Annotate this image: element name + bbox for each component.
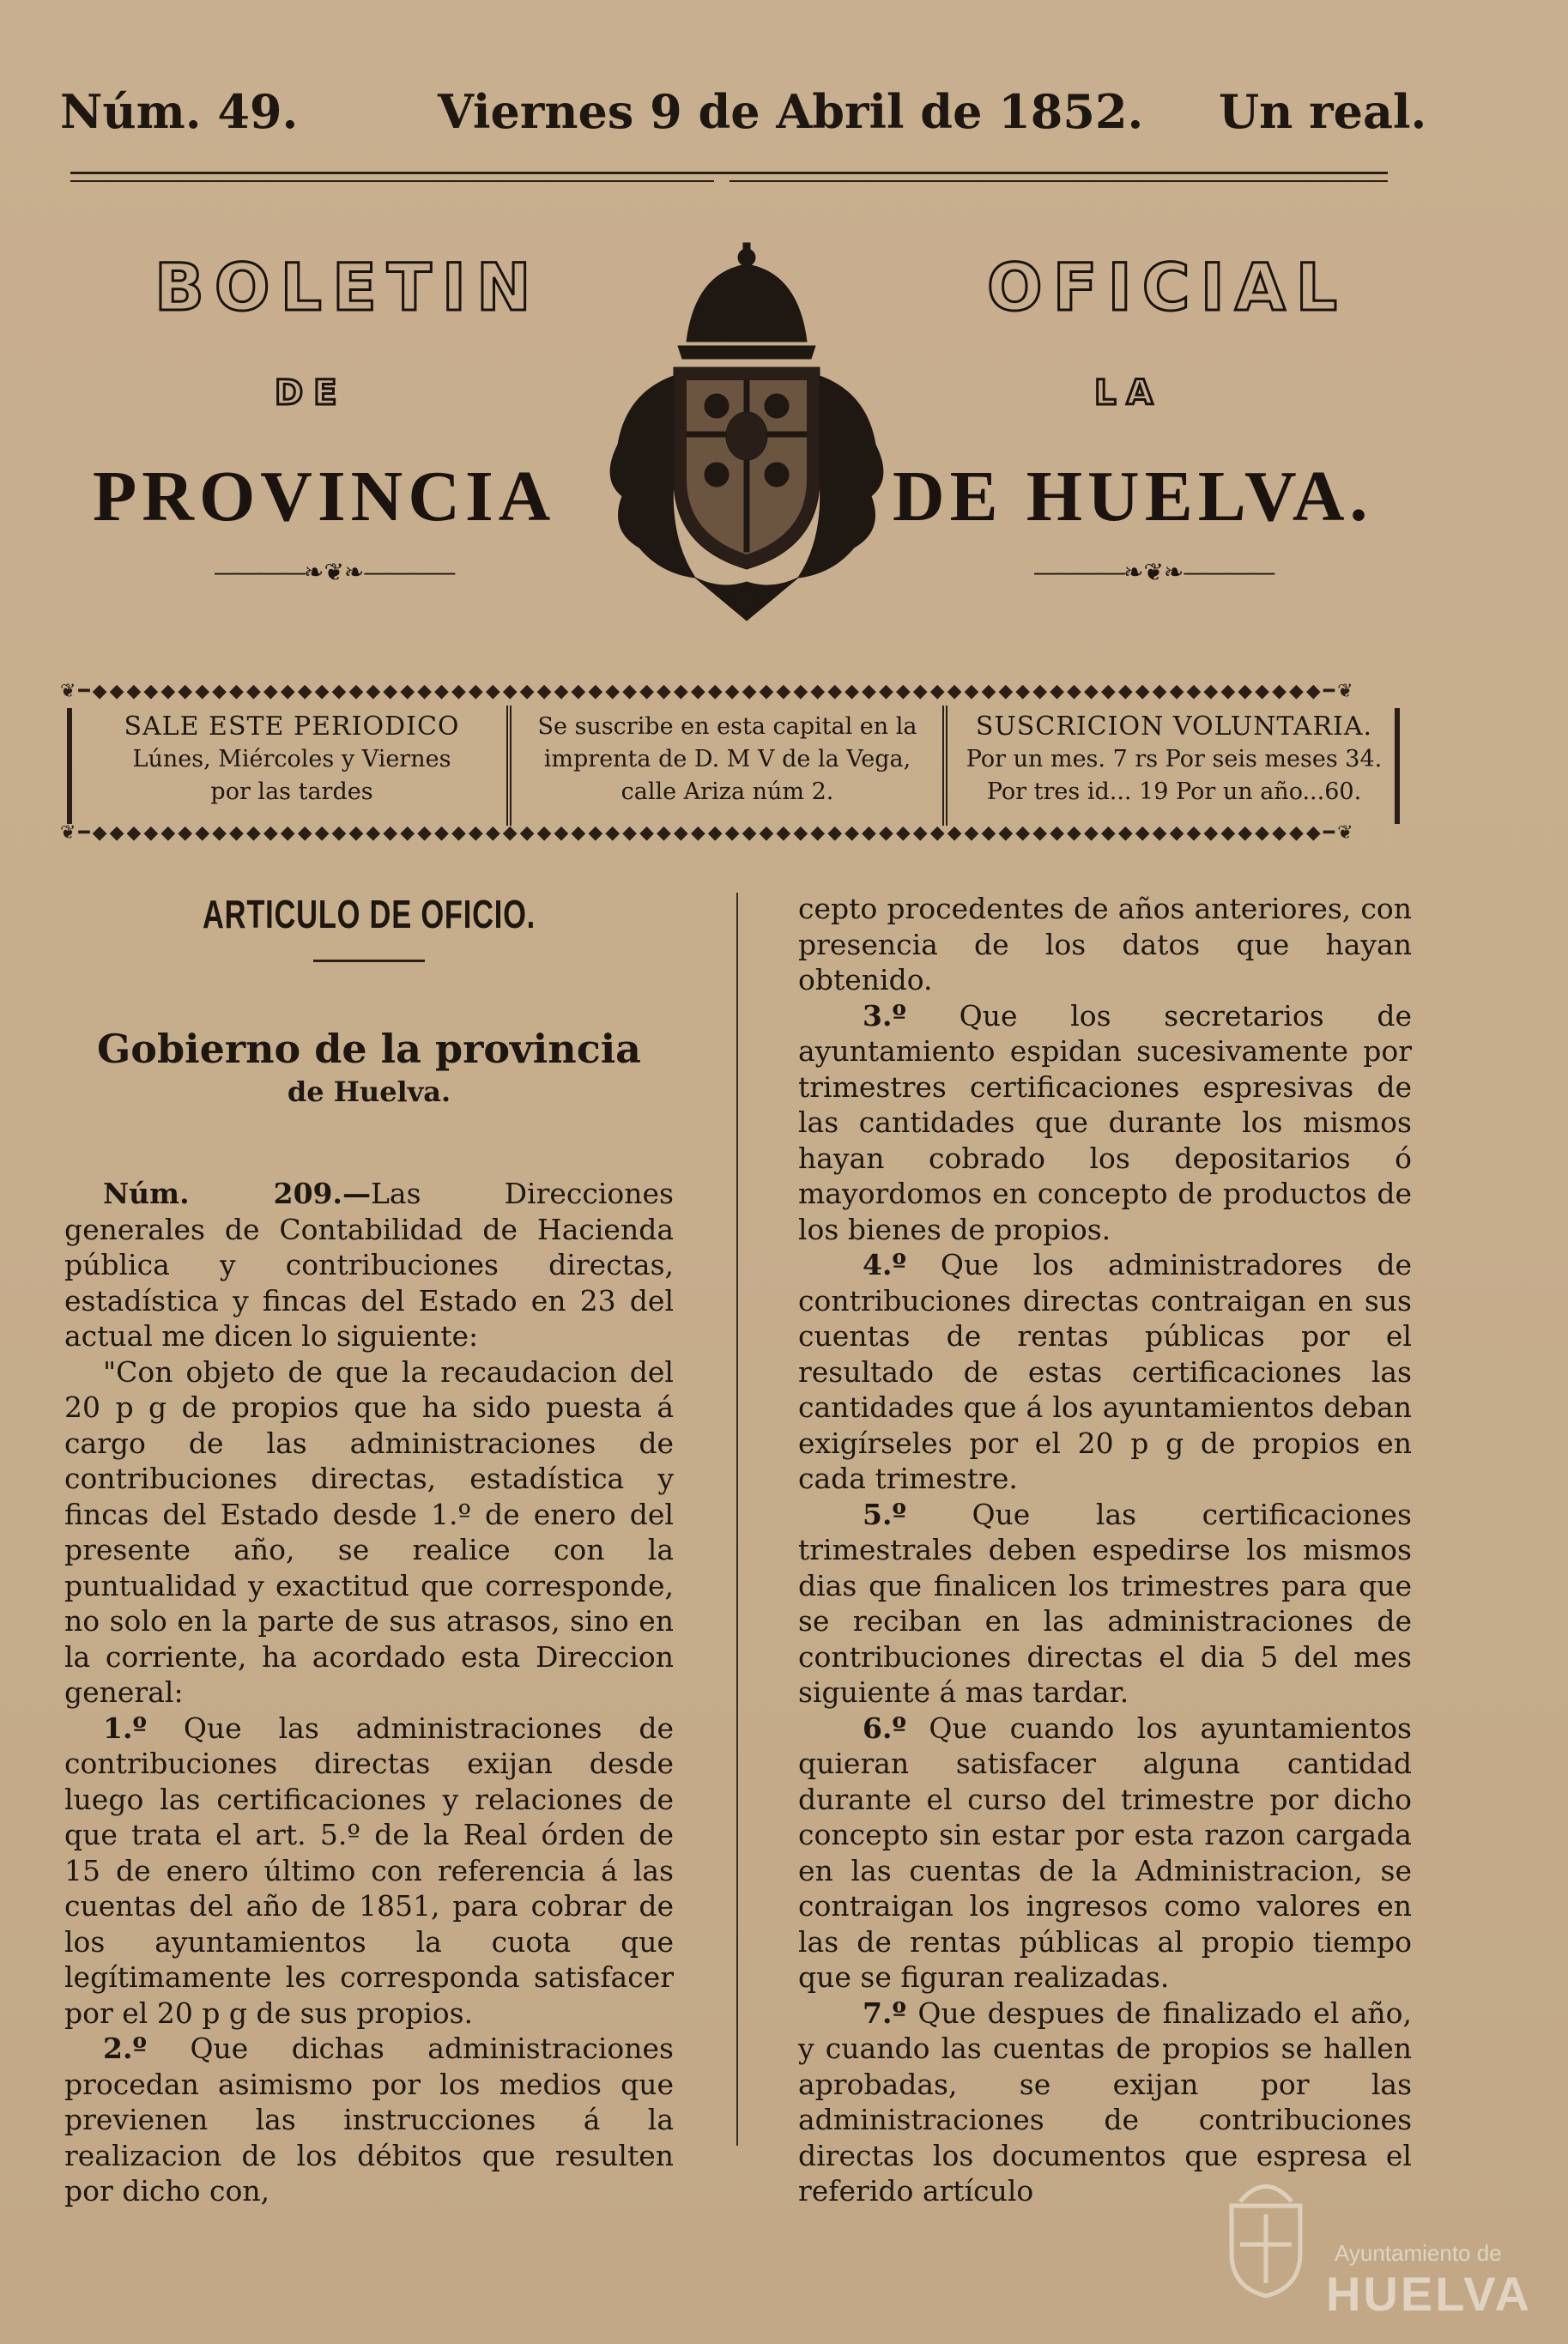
watermark-line1: Ayuntamiento de [1335, 2240, 1502, 2266]
paragraph-lead: 3.º [863, 998, 906, 1033]
info-schedule-time: por las tardes [210, 778, 373, 805]
info-prices-heading: SUSCRICION VOLUNTARIA. [975, 712, 1373, 742]
title-word-de-huelva: DE HUELVA. [893, 457, 1373, 536]
section-heading-rule [313, 960, 425, 962]
title-word-provincia: PROVINCIA [93, 457, 556, 536]
info-location-line3: calle Ariza núm 2. [621, 778, 834, 805]
title-word-oficial: OFICIAL [987, 249, 1348, 325]
paragraph-body: cepto procedentes de años anteriores, con presencia de los datos que hayan obtenido. [798, 892, 1412, 996]
column-divider [736, 893, 738, 2146]
header-rule-right [730, 180, 1388, 182]
info-schedule-heading: SALE ESTE PERIODICO [124, 712, 460, 742]
left-column-text [64, 1176, 674, 2209]
paragraph-body: Que dichas administraciones procedan asimismo por los medios que previenen las instrucciones á la realizacion de los débitos que resulten por dicho con, [64, 2032, 674, 2208]
info-box-divider-2 [942, 706, 947, 826]
paragraph-body: Que las administraciones de contribuciones directas exijan desde luego las certificaciones y relaciones de que trata el art. 5.º de la Real órden de 15 de enero último con referencia á las cuentas del año de 1851, para cobrar de los ayuntamientos la cuota que legítimamente les corresponda satisfacer por el 20 p g de sus propios. [64, 1711, 674, 2030]
paragraph-body: Que cuando los ayuntamientos quieran satisfacer alguna cantidad durante el curso del trimestre por dicho concepto sin estar por esta razon cargada en las cuentas de la Administracion, se contraigan los ingresos como valores en las de rentas públicas al propio tiempo que se figuran realizadas. [798, 1711, 1412, 1994]
issue-date: Viernes 9 de Abril de 1852. [438, 84, 1144, 139]
paragraph-intro [64, 1354, 674, 1711]
paragraph-point-5 [798, 1497, 1412, 1711]
paragraph-body: "Con objeto de que la recaudacion del 20 p g de propios que ha sido puesta á cargo de las administraciones de contribuciones directas, estadística y fincas del Estado desde 1.º de enero del presente año, se realice con la puntualidad y exactitud que corresponde, no solo en la parte de sus atrasos, sino en la corriente, ha acordado esta Direccion general: [64, 1354, 674, 1709]
issue-number: Núm. 49. [60, 84, 299, 139]
info-box-right-edge [1395, 708, 1400, 824]
paragraph-lead: 2.º [103, 2032, 147, 2065]
paragraph-lead: 4.º [863, 1248, 906, 1281]
info-prices-line2: Por tres id... 19 Por un año...60. [986, 778, 1362, 805]
title-word-boletin: BOLETIN [154, 249, 542, 325]
info-box-border-top: ❦━◆◆◆◆◆◆◆◆◆◆◆◆◆◆◆◆◆◆◆◆◆◆◆◆◆◆◆◆◆◆◆◆◆◆◆◆◆◆◆◆◆◆◆◆◆◆◆◆◆◆◆◆◆◆◆◆◆◆◆◆◆◆◆◆◆◆◆◆◆◆◆◆━❦ [60, 681, 1356, 702]
issue-price: Un real. [1219, 84, 1427, 139]
paragraph-point-1 [64, 1711, 674, 2032]
header-rule-left [70, 180, 714, 182]
section-heading: ARTICULO DE OFICIO. [202, 892, 536, 936]
swash-right: ――――❧❦❧―――― [1034, 558, 1274, 586]
paragraph-lead: 7.º [863, 1996, 906, 2030]
paragraph-lead: 1.º [103, 1711, 147, 1745]
paragraph-lead: 6.º [863, 1711, 906, 1745]
title-word-de: DE [275, 373, 348, 413]
info-location-line1: Se suscribe en esta capital en la [537, 713, 917, 740]
info-schedule-days: Lúnes, Miércoles y Viernes [132, 746, 451, 772]
info-box-divider-1 [506, 706, 512, 826]
paragraph-point-2 [64, 2031, 674, 2209]
paragraph-point-3 [798, 998, 1412, 1248]
info-publication-schedule [86, 711, 498, 809]
paragraph-body: Que las certificaciones trimestrales deben espedirse los mismos dias que finalicen los trimestres para que se reciban en las administraciones de contribuciones directas el dia 5 del mes siguiente á mas tardar. [798, 1497, 1412, 1709]
info-location-line2: imprenta de D. M V de la Vega, [543, 746, 911, 772]
header-rule-top [70, 172, 1388, 174]
info-box-border-bottom: ❦━◆◆◆◆◆◆◆◆◆◆◆◆◆◆◆◆◆◆◆◆◆◆◆◆◆◆◆◆◆◆◆◆◆◆◆◆◆◆◆◆◆◆◆◆◆◆◆◆◆◆◆◆◆◆◆◆◆◆◆◆◆◆◆◆◆◆◆◆◆◆◆◆━❦ [60, 822, 1356, 844]
article-heading: Gobierno de la provincia [96, 1026, 641, 1072]
paragraph-point-4 [798, 1247, 1412, 1497]
paragraph-body: Que despues de finalizado el año, y cuando las cuentas de propios se hallen aprobadas, se exijan por las administraciones de contribuciones directas los documentos que espresa el referido artículo [798, 1996, 1412, 2208]
paragraph-continuation [798, 891, 1412, 998]
info-box-left-edge [67, 708, 72, 824]
info-subscription-location [524, 711, 931, 809]
paragraph-lead: Núm. 209.— [103, 1177, 371, 1210]
paragraph-body: Que los secretarios de ayuntamiento espidan sucesivamente por trimestres certificaciones espresivas de las cantidades que durante los mismos hayan cobrado los depositarios ó mayordomos en concepto de productos de los bienes de propios. [798, 998, 1412, 1246]
info-prices-line1: Por un mes. 7 rs Por seis meses 34. [966, 746, 1383, 772]
paragraph-lead: 5.º [863, 1497, 906, 1531]
right-column-text [798, 891, 1412, 2209]
article-subheading: de Huelva. [287, 1075, 451, 1108]
paragraph-num-209 [64, 1176, 674, 1354]
watermark-line2: HUELVA [1326, 2267, 1532, 2321]
coat-of-arms-emblem [592, 239, 901, 625]
paragraph-point-6 [798, 1711, 1412, 1996]
paragraph-body: Las Direcciones generales de Contabilidad de Hacienda pública y contribuciones directas, estadística y fincas del Estado en 23 del actual me dicen lo siguiente: [64, 1177, 674, 1353]
title-word-la: LA [1094, 373, 1164, 413]
swash-left: ――――❧❦❧―――― [215, 558, 454, 586]
huelva-city-seal-icon [1214, 2171, 1317, 2300]
info-subscription-prices [960, 711, 1389, 809]
paragraph-point-7 [798, 1996, 1412, 2209]
paragraph-body: Que los administradores de contribuciones directas contraigan en sus cuentas de rentas públicas por el resultado de estas certificaciones las cantidades que á los ayuntamientos deban exigírseles por el 20 p g de propios en cada trimestre. [798, 1248, 1412, 1495]
